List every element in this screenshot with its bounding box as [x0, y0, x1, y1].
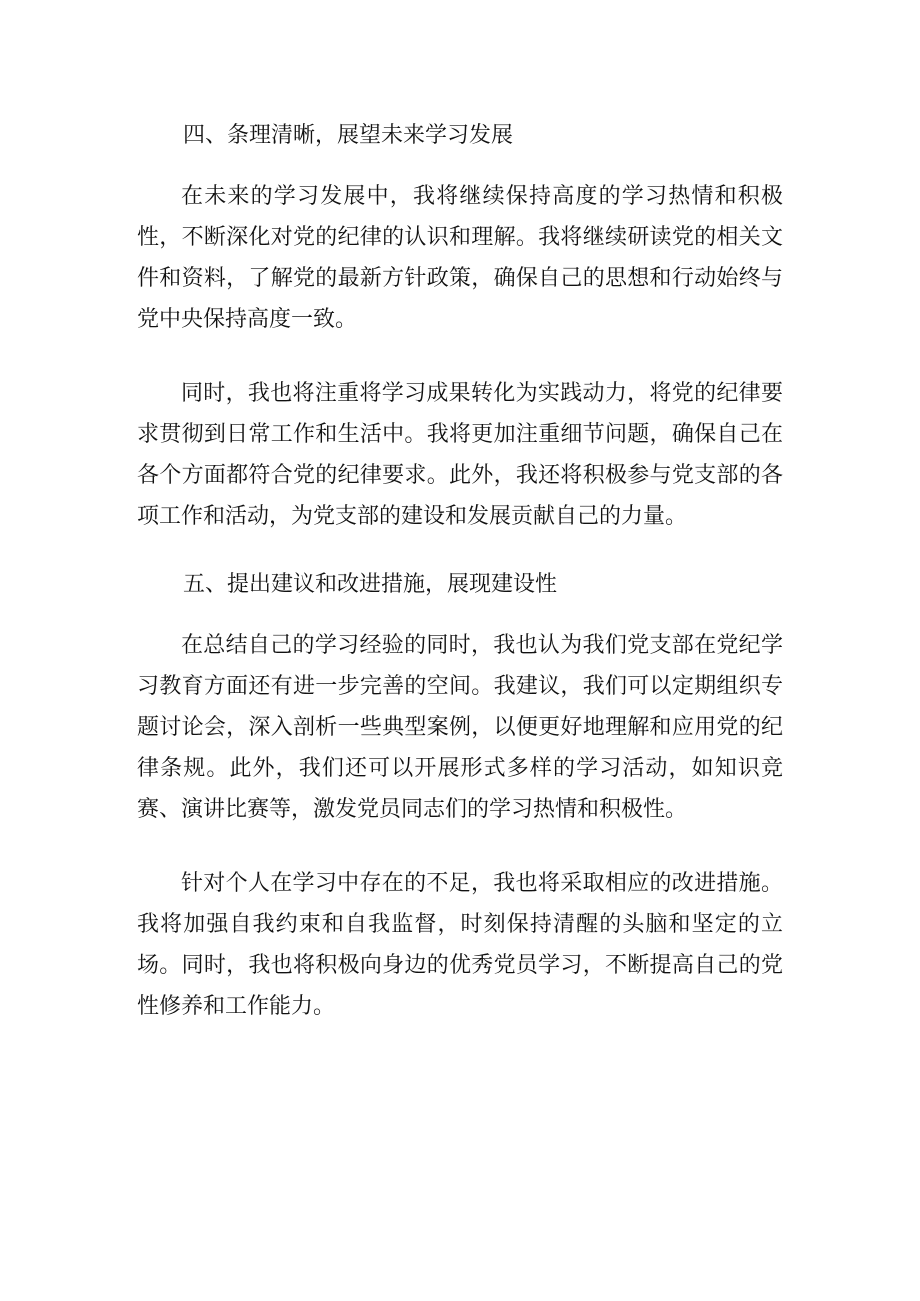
section-heading-4: 四、条理清晰，展望未来学习发展: [183, 123, 514, 148]
paragraph: 在总结自己的学习经验的同时，我也认为我们党支部在党纪学习教育方面还有进一步完善的空间。我建议，我们可以定期组织专题讨论会，深入剖析一些典型案例，以便更好地理解和应用党的纪律条规。此外，我们还可以开展形式多样的学习活动，如知识竞赛、演讲比赛等，激发党员同志们的学习热情和积极性。: [137, 633, 783, 822]
document-body: [137, 117, 783, 1027]
paragraph: 在未来的学习发展中，我将继续保持高度的学习热情和积极性，不断深化对党的纪律的认识和理解。我将继续研读党的相关文件和资料，了解党的最新方针政策，确保自己的思想和行动始终与党中央保持高度一致。: [137, 184, 783, 332]
paragraph: 同时，我也将注重将学习成果转化为实践动力，将党的纪律要求贯彻到日常工作和生活中。我将更加注重细节问题，确保自己在各个方面都符合党的纪律要求。此外，我还将积极参与党支部的各项工作和活动，为党支部的建设和发展贡献自己的力量。: [137, 381, 783, 529]
paragraph: 针对个人在学习中存在的不足，我也将采取相应的改进措施。我将加强自我约束和自我监督，时刻保持清醒的头脑和坚定的立场。同时，我也将积极向身边的优秀党员学习，不断提高自己的党性修养和工作能力。: [137, 871, 783, 1019]
section-heading-5: 五、提出建议和改进措施，展现建设性: [183, 572, 558, 597]
